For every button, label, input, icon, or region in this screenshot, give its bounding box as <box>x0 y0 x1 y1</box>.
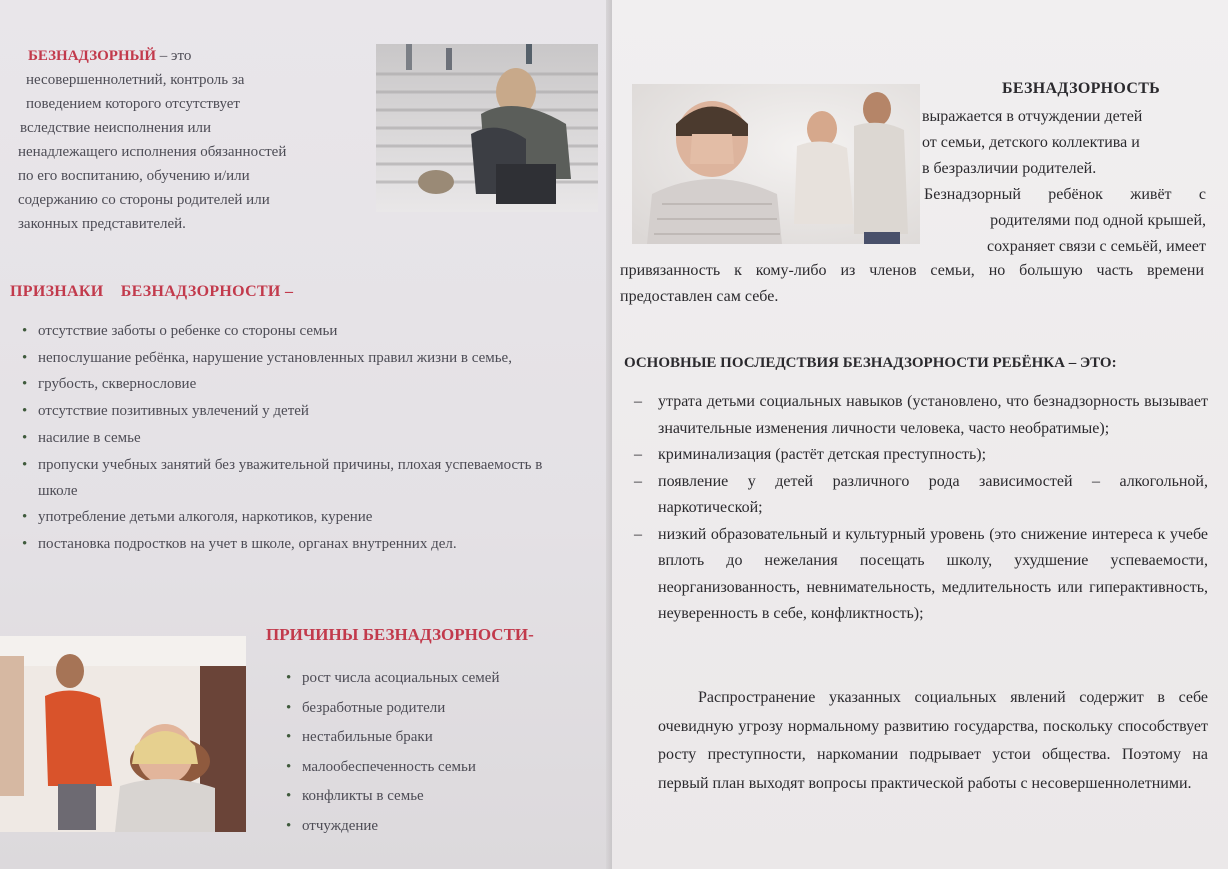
causes-title: ПРИЧИНЫ БЕЗНАДЗОРНОСТИ- <box>266 625 534 644</box>
definition-line: ненадлежащего исполнения обязанностей <box>18 144 287 160</box>
list-item: • безработные родители <box>282 694 602 724</box>
list-item: • отсутствие заботы о ребенке со стороны семьи <box>18 318 566 345</box>
neglect-paragraph-line: родителями под одной крышей, <box>990 212 1206 229</box>
neglect-line: от семьи, детского коллектива и <box>922 134 1140 151</box>
consequences-list <box>624 389 1208 628</box>
list-item: • пропуски учебных занятий без уважительной причины, плохая успеваемость в школе <box>18 452 566 504</box>
neglect-paragraph-line: Безнадзорный ребёнок живёт с <box>924 186 1206 203</box>
right-page <box>612 0 1228 869</box>
conclusion-paragraph: Распространение указанных социальных явлений содержит в себе очевидную угрозу нормальному развитию государства, поскольку способствует росту преступности, наркомании подрывает устои общества. Поэтому на первый план выходят вопросы практической работы с несовершеннолетними. <box>658 689 1208 792</box>
list-item: • нестабильные браки <box>282 723 602 753</box>
list-item: • рост числа асоциальных семей <box>282 664 602 694</box>
signs-list <box>18 318 566 557</box>
neglect-description <box>922 104 1204 182</box>
definition-term: БЕЗНАДЗОРНЫЙ <box>28 48 157 64</box>
definition-block <box>18 44 368 236</box>
photo-crying-child <box>632 84 920 244</box>
photo-boy-on-stairs <box>376 44 598 212</box>
list-item: • отсутствие позитивных увлечений у детей <box>18 398 566 425</box>
definition-line: вследствие неисполнения или <box>20 120 212 136</box>
consequences-title: ОСНОВНЫЕ ПОСЛЕДСТВИЯ БЕЗНАДЗОРНОСТИ РЕБЁНКА – ЭТО: <box>624 355 1117 371</box>
definition-line-1 <box>18 44 368 68</box>
list-item: • насилие в семье <box>18 425 566 452</box>
list-item: • отчуждение <box>282 812 602 842</box>
neglect-paragraph-top <box>924 182 1206 260</box>
list-item: • конфликты в семье <box>282 782 602 812</box>
photo-family-conflict <box>0 636 246 832</box>
causes-list <box>282 664 602 841</box>
list-item: – утрата детьми социальных навыков (установлено, что безнадзорность вызывает значительные изменения личности человека, часто необратимые); <box>624 389 1208 442</box>
definition-line: законных представителей. <box>18 216 186 232</box>
left-page <box>0 0 612 869</box>
definition-line: несовершеннолетний, контроль за <box>26 72 245 88</box>
neglect-line: выражается в отчуждении детей <box>922 108 1143 125</box>
definition-line: по его воспитанию, обучению и/или <box>18 168 250 184</box>
neglect-paragraph-line: сохраняет связи с семьёй, имеет <box>987 238 1206 255</box>
definition-line: поведением которого отсутствует <box>26 96 240 112</box>
list-item: • употребление детьми алкоголя, наркотиков, курение <box>18 504 566 531</box>
list-item: • грубость, сквернословие <box>18 371 566 398</box>
definition-dash: – это <box>156 48 192 64</box>
neglect-line: в безразличии родителей. <box>922 160 1097 177</box>
list-item: • непослушание ребёнка, нарушение установленных правил жизни в семье, <box>18 345 566 371</box>
list-item: – появление у детей различного рода зависимостей – алкогольной, наркотической; <box>624 469 1208 522</box>
list-item: – низкий образовательный и культурный уровень (это снижение интереса к учебе вплоть до нежелания посещать школу, ухудшение успеваемости, неорганизованность, невнимательность, медлительность или гиперактивность, неуверенность в себе, конфликтность); <box>624 522 1208 628</box>
definition-line: содержанию со стороны родителей или <box>18 192 270 208</box>
list-item: • постановка подростков на учет в школе, органах внутренних дел. <box>18 531 566 557</box>
signs-title: ПРИЗНАКИ БЕЗНАДЗОРНОСТИ – <box>10 283 294 300</box>
neglect-title: БЕЗНАДЗОРНОСТЬ <box>1002 80 1161 97</box>
list-item: – криминализация (растёт детская преступность); <box>624 442 1208 469</box>
neglect-paragraph-rest: привязанность к кому-либо из членов семьи, но большую часть времени предоставлен сам себе. <box>620 262 1204 305</box>
list-item: • малообеспеченность семьи <box>282 753 602 783</box>
